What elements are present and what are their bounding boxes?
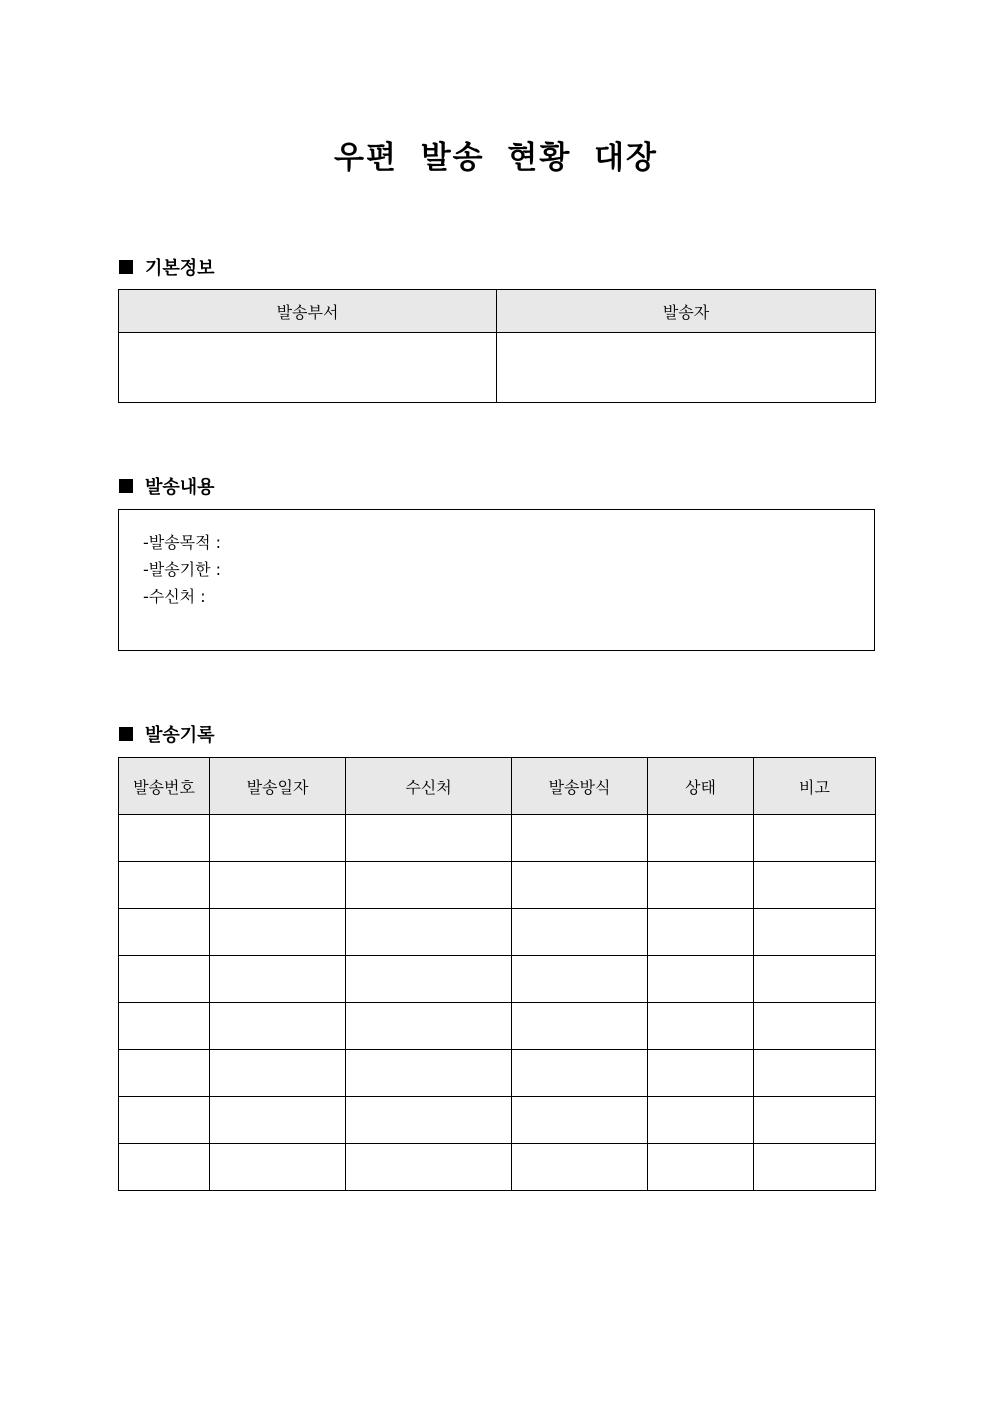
record-cell[interactable]: [512, 1144, 648, 1191]
records-body: [119, 815, 876, 1191]
record-cell[interactable]: [210, 1003, 346, 1050]
record-cell[interactable]: [346, 862, 512, 909]
record-cell[interactable]: [210, 1097, 346, 1144]
record-cell[interactable]: [210, 1144, 346, 1191]
record-cell[interactable]: [512, 956, 648, 1003]
record-cell[interactable]: [512, 1097, 648, 1144]
record-cell[interactable]: [512, 862, 648, 909]
record-cell[interactable]: [346, 909, 512, 956]
header-dept: 발송부서: [119, 290, 497, 333]
record-cell[interactable]: [754, 1144, 876, 1191]
table-row: [119, 1003, 876, 1050]
section-heading-label: 발송내용: [145, 477, 215, 498]
record-cell[interactable]: [512, 1003, 648, 1050]
basic-info-table: [118, 289, 876, 403]
record-cell[interactable]: [346, 1050, 512, 1097]
record-cell[interactable]: [119, 815, 210, 862]
record-cell[interactable]: [754, 1003, 876, 1050]
record-cell[interactable]: [210, 862, 346, 909]
section-heading-label: 기본정보: [145, 258, 215, 279]
table-row: [119, 1097, 876, 1144]
record-cell[interactable]: [119, 1144, 210, 1191]
record-cell[interactable]: [512, 1050, 648, 1097]
record-cell[interactable]: [346, 1097, 512, 1144]
record-cell[interactable]: [648, 909, 754, 956]
record-cell[interactable]: [210, 815, 346, 862]
record-cell[interactable]: [210, 909, 346, 956]
table-header-row: [119, 758, 876, 815]
record-cell[interactable]: [346, 1144, 512, 1191]
record-cell[interactable]: [754, 1097, 876, 1144]
table-header-row: [119, 290, 876, 333]
table-row: [119, 909, 876, 956]
content-box[interactable]: [118, 509, 875, 651]
page-title: 우편 발송 현황 대장: [334, 140, 658, 176]
section-heading-content: [119, 473, 215, 499]
record-cell[interactable]: [119, 1050, 210, 1097]
record-cell[interactable]: [754, 862, 876, 909]
recipient-line: -수신처 :: [143, 587, 206, 606]
record-cell[interactable]: [512, 909, 648, 956]
header-method: 발송방식: [512, 758, 648, 815]
purpose-line: -발송목적 :: [143, 533, 222, 552]
record-cell[interactable]: [119, 956, 210, 1003]
table-row: [119, 1050, 876, 1097]
record-cell[interactable]: [119, 1003, 210, 1050]
section-heading-basic-info: [119, 254, 215, 280]
record-cell[interactable]: [754, 1050, 876, 1097]
table-row: [119, 333, 876, 403]
header-status: 상태: [648, 758, 754, 815]
square-bullet-icon: [119, 260, 133, 274]
section-heading-records: [119, 721, 215, 747]
record-cell[interactable]: [648, 1144, 754, 1191]
header-no: 발송번호: [119, 758, 210, 815]
record-cell[interactable]: [512, 815, 648, 862]
record-cell[interactable]: [119, 1097, 210, 1144]
table-row: [119, 815, 876, 862]
record-cell[interactable]: [119, 909, 210, 956]
section-heading-label: 발송기록: [145, 725, 215, 746]
table-row: [119, 862, 876, 909]
record-cell[interactable]: [210, 1050, 346, 1097]
square-bullet-icon: [119, 479, 133, 493]
header-recipient: 수신처: [346, 758, 512, 815]
record-cell[interactable]: [119, 862, 210, 909]
header-date: 발송일자: [210, 758, 346, 815]
record-cell[interactable]: [346, 956, 512, 1003]
record-cell[interactable]: [754, 815, 876, 862]
record-cell[interactable]: [754, 956, 876, 1003]
record-cell[interactable]: [648, 815, 754, 862]
header-note: 비고: [754, 758, 876, 815]
record-cell[interactable]: [648, 956, 754, 1003]
record-cell[interactable]: [346, 815, 512, 862]
dept-cell[interactable]: [119, 333, 497, 403]
records-table: [118, 757, 876, 1191]
record-cell[interactable]: [754, 909, 876, 956]
record-cell[interactable]: [346, 1003, 512, 1050]
record-cell[interactable]: [648, 1097, 754, 1144]
header-sender: 발송자: [497, 290, 876, 333]
record-cell[interactable]: [648, 1050, 754, 1097]
record-cell[interactable]: [648, 1003, 754, 1050]
table-row: [119, 1144, 876, 1191]
record-cell[interactable]: [210, 956, 346, 1003]
square-bullet-icon: [119, 727, 133, 741]
record-cell[interactable]: [648, 862, 754, 909]
deadline-line: -발송기한 :: [143, 560, 222, 579]
table-row: [119, 956, 876, 1003]
sender-cell[interactable]: [497, 333, 876, 403]
